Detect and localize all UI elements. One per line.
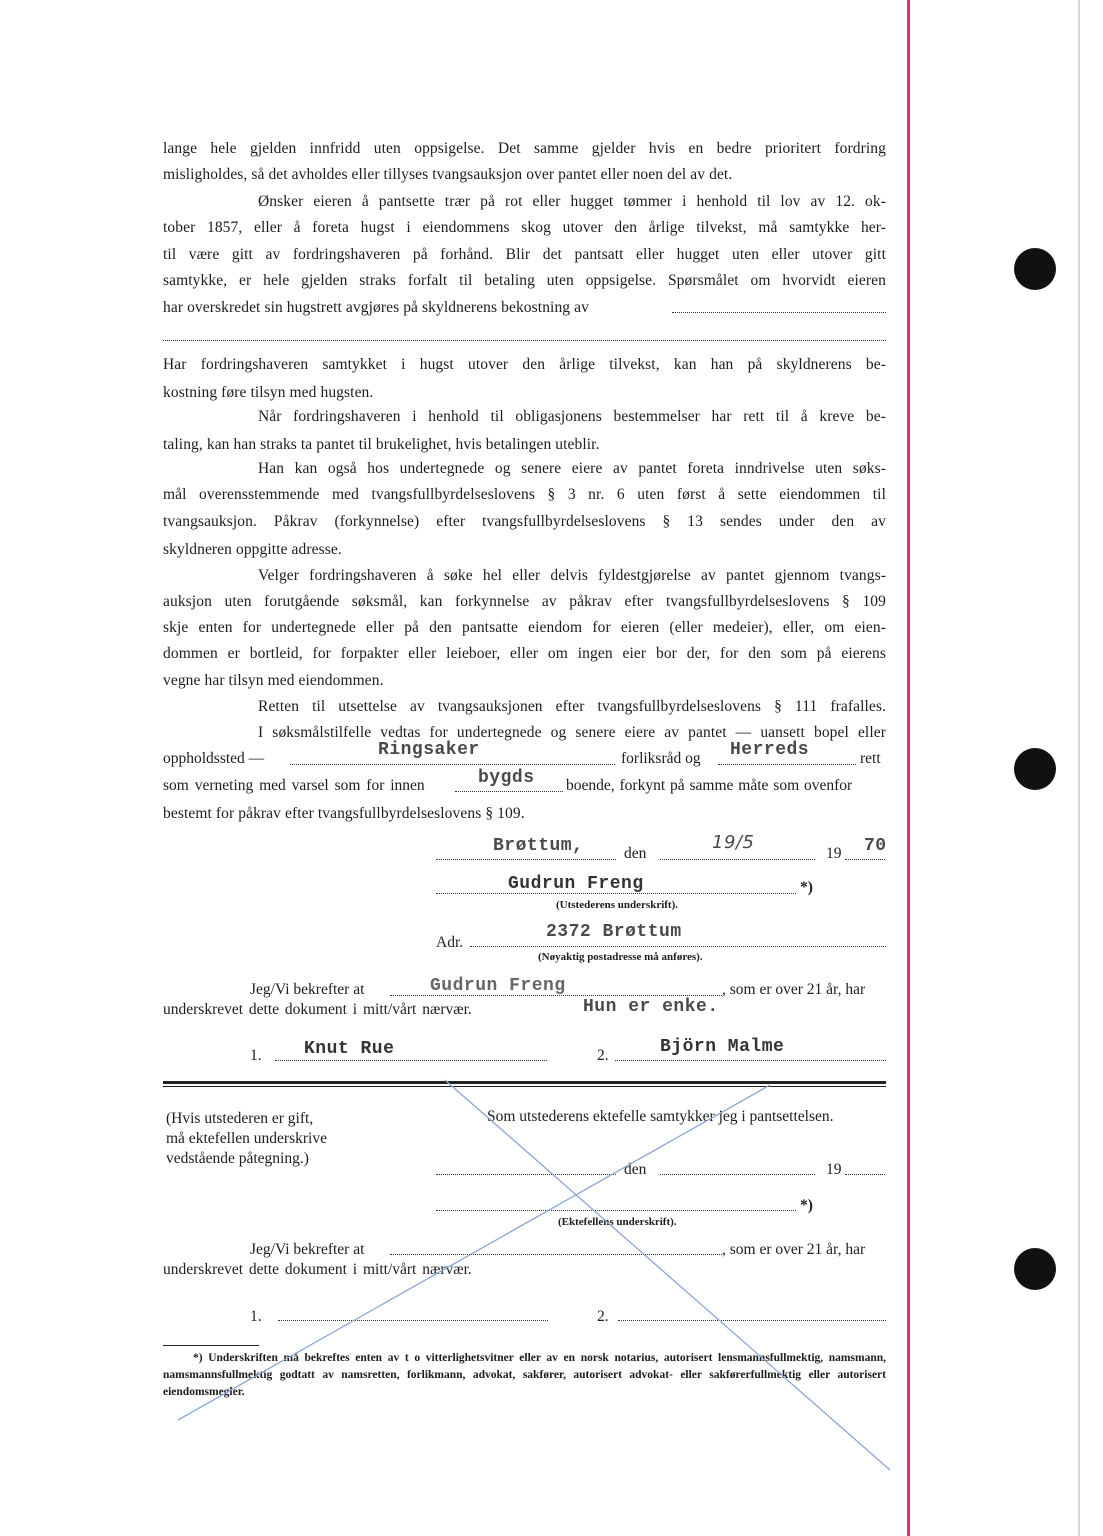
- body-text-line: auksjon uten forutgående søksmål, kan forkynnelse av påkrav efter tvangsfullbyrdelseslovens § 109: [163, 593, 886, 610]
- confirm-line2: underskrevet dette dokument i mitt/vårt nærvær.: [163, 1001, 472, 1018]
- body-text-line: kostning føre tilsyn med hugsten.: [163, 384, 374, 401]
- spouse-footnote-marker: *): [800, 1197, 813, 1214]
- venue-suffix: rett: [860, 750, 881, 767]
- venue-district: bygds: [478, 768, 535, 788]
- confirm-prefix: Jeg/Vi bekrefter at: [250, 981, 365, 998]
- year-prefix: 19: [826, 845, 842, 862]
- body-text-line: I søksmålstilfelle vedtas for undertegnede og senere eiere av pantet — uansett bopel eller: [258, 724, 886, 741]
- spouse-witness2-number: 2.: [597, 1308, 609, 1325]
- spouse-consent: Som utstederens ektefelle samtykker jeg i pantsettelsen.: [487, 1108, 834, 1125]
- body-text-line: tober 1857, eller å foreta hugst i eiendommens skog utover den årlige tilvekst, må samtykke her-: [163, 219, 886, 236]
- crossout-line: [178, 1085, 770, 1420]
- spouse-den: den: [624, 1161, 647, 1178]
- witness1-number: 1.: [250, 1047, 262, 1064]
- spouse-confirm-line2: underskrevet dette dokument i mitt/vårt nærvær.: [163, 1261, 472, 1278]
- body-text-line: tvangsauksjon. Påkrav (forkynnelse) efter tvangsfullbyrdelseslovens § 13 sendes under den av: [163, 513, 886, 530]
- venue-mid: forliksråd og: [621, 750, 701, 767]
- body-text-line: Har fordringshaveren samtykket i hugst utover den årlige tilvekst, kan han på skyldnerens be-: [163, 356, 886, 373]
- body-text-line: vegne har tilsyn med eiendommen.: [163, 672, 384, 689]
- den-label: den: [624, 845, 647, 862]
- spouse-note-2: må ektefellen underskrive: [166, 1130, 327, 1147]
- body-text-line: Ønsker eieren å pantsette trær på rot eller hugget tømmer i henhold til lov av 12. ok-: [258, 193, 886, 210]
- body-text-line: Han kan også hos undertegnede og senere eiere av pantet foreta inndrivelse uten søks-: [258, 460, 886, 477]
- body-text-line: Retten til utsettelse av tvangsauksjonen efter tvangsfullbyrdelseslovens § 111 frafalles.: [258, 698, 886, 715]
- issuer-caption: (Utstederens underskrift).: [556, 899, 679, 911]
- signing-place: Brøttum,: [493, 836, 584, 856]
- body-text-line: har overskredet sin hugstrett avgjøres på skyldnerens bekostning av: [163, 299, 589, 316]
- body-text-line: skje enten for undertegnede eller på den pantsatte eiendom for eieren (eller medeier), eller, om eien-: [163, 619, 886, 636]
- address: 2372 Brøttum: [546, 922, 682, 942]
- footnote-marker: *): [800, 879, 813, 896]
- body-text-line: taling, kan han straks ta pantet til brukelighet, hvis betalingen uteblir.: [163, 436, 600, 453]
- spouse-note-1: (Hvis utstederen er gift,: [166, 1110, 314, 1127]
- body-text-line: samtykke, er hele gjelden straks forfalt til betaling uten oppsigelse. Spørsmålet om hvorvidt eieren: [163, 272, 886, 289]
- spouse-witness1-number: 1.: [250, 1308, 262, 1325]
- body-text-line: mål overensstemmende med tvangsfullbyrdelseslovens § 3 nr. 6 uten først å sette eiendommen til: [163, 486, 886, 503]
- address-caption: (Nøyaktig postadresse må anføres).: [538, 951, 703, 963]
- typed-note: Hun er enke.: [583, 997, 719, 1017]
- body-text-line: til være gitt av fordringshaveren på forhånd. Blir det pantsatt eller hugget uten eller utover gitt: [163, 246, 886, 263]
- body-text-line: dommen er bortleid, for forpakter eller leieboer, eller om ingen eier bor der, for den som på eierens: [163, 645, 886, 662]
- venue-line2-suffix: boende, forkynt på samme måte som ovenfor: [566, 777, 853, 794]
- witness2-signature: Björn Malme: [660, 1037, 785, 1057]
- spouse-confirm-prefix: Jeg/Vi bekrefter at: [250, 1241, 365, 1258]
- body-text-line: skyldneren oppgitte adresse.: [163, 541, 342, 558]
- confirmed-name: Gudrun Freng: [430, 976, 566, 996]
- signing-date: 19/5: [712, 832, 755, 853]
- body-text-line: bestemt for påkrav efter tvangsfullbyrdelseslovens § 109.: [163, 805, 525, 822]
- venue-place: Ringsaker: [378, 740, 480, 760]
- venue-court: Herreds: [730, 740, 810, 760]
- signing-year: 70: [864, 836, 887, 856]
- body-text-line: Når fordringshaveren i henhold til obligasjonens bestemmelser har rett til å kreve be-: [258, 408, 886, 425]
- confirm-suffix: , som er over 21 år, har: [722, 981, 866, 998]
- address-label: Adr.: [436, 934, 464, 951]
- venue-line2-prefix: som verneting med varsel som for innen: [163, 777, 425, 794]
- spouse-confirm-suffix: , som er over 21 år, har: [722, 1241, 866, 1258]
- crossout-line: [445, 1080, 890, 1470]
- spouse-note-3: vedstående påtegning.): [166, 1150, 309, 1167]
- body-text-line: Velger fordringshaveren å søke hel eller delvis fyldestgjørelse av pantet gjennom tvangs-: [258, 567, 886, 584]
- witness1-signature: Knut Rue: [304, 1039, 395, 1059]
- body-text-line: lange hele gjelden innfridd uten oppsigelse. Det samme gjelder hvis en bedre prioritert fordring: [163, 140, 886, 157]
- issuer-signature: Gudrun Freng: [508, 874, 644, 894]
- spouse-caption: (Ektefellens underskrift).: [558, 1216, 677, 1228]
- body-text-line: misligholdes, så det avholdes eller tillyses tvangsauksjon over pantet eller noen del av det.: [163, 166, 733, 183]
- footnote: *) Underskriften må bekreftes enten av t o vitterlighetsvitner eller av en norsk notarius, autorisert lensmannsfullmektig, namsmann, namsmannsfullmektig godtatt av namsretten, forlikmann, advokat, sakfører, autorisert advokat- eller sakførerfullmektig eller autorisert eiendomsmegler.: [163, 1352, 886, 1398]
- venue-prefix: oppholdssted —: [163, 750, 265, 767]
- witness2-number: 2.: [597, 1047, 609, 1064]
- spouse-year-prefix: 19: [826, 1161, 842, 1178]
